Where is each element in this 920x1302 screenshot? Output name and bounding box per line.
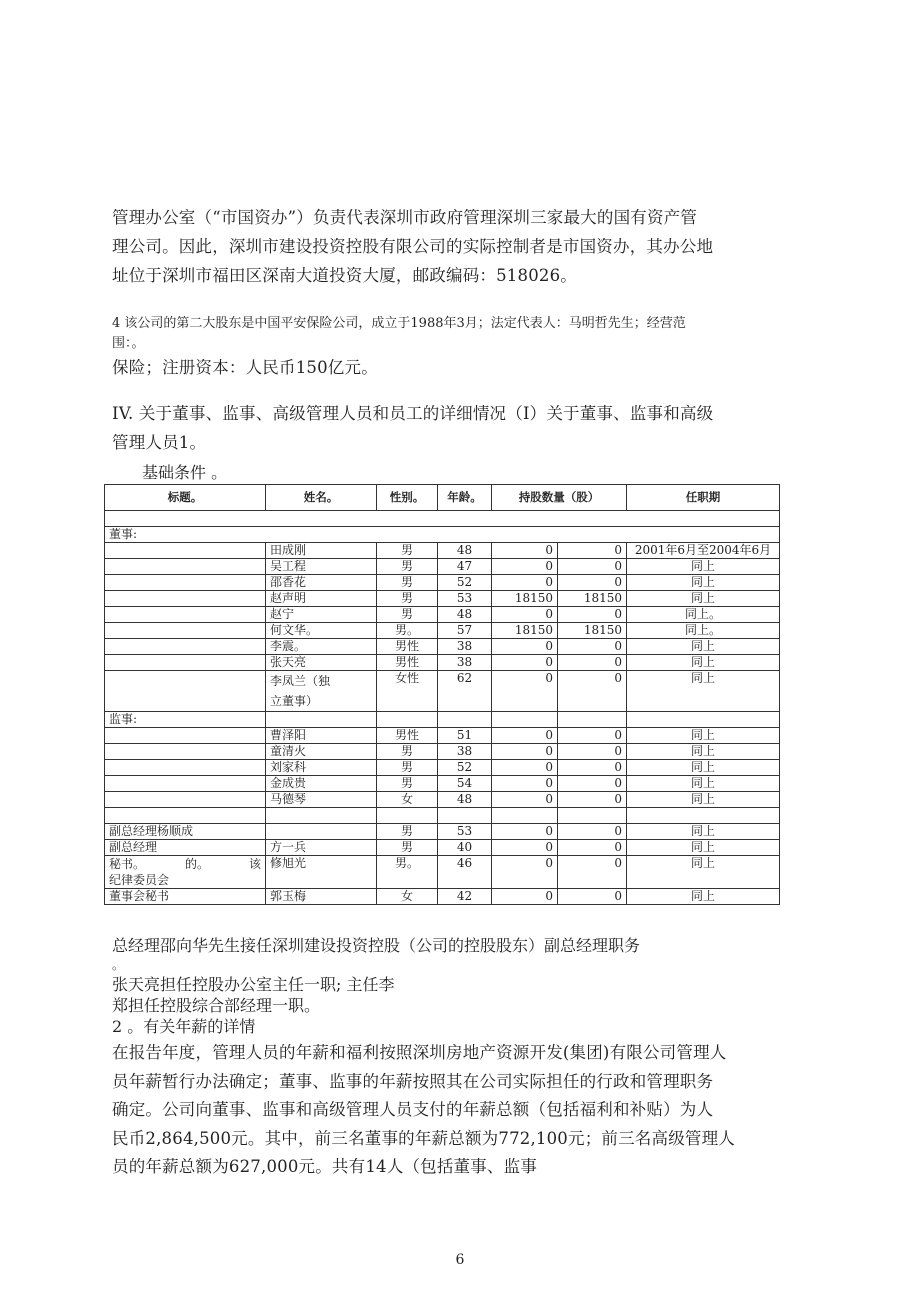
salary-paragraph	[112, 1039, 812, 1182]
cell-title	[105, 728, 266, 744]
cell-empty	[492, 808, 558, 824]
cell-empty	[377, 808, 438, 824]
cell-shares-a: 0	[492, 840, 558, 856]
cell-age: 48	[438, 607, 492, 623]
cell-gender: 男。	[377, 856, 438, 889]
table-row	[105, 671, 780, 712]
text-line: 员年薪暂行办法确定；董事、监事的年薪按照其在公司实际担任的行政和管理职务	[112, 1071, 714, 1091]
cell-name: 吴工程	[266, 559, 377, 575]
cell-term: 2001年6月至2004年6月	[627, 543, 780, 559]
cell-age: 52	[438, 760, 492, 776]
cell-shares-b: 0	[558, 575, 627, 591]
cell-title	[105, 760, 266, 776]
cell-term: 同上	[627, 744, 780, 760]
shareholder-note-cont	[112, 353, 812, 382]
table-row	[105, 607, 780, 623]
text-line: 。	[112, 958, 125, 972]
cell-shares-a: 0	[492, 655, 558, 671]
cell-shares-b: 0	[558, 728, 627, 744]
cell-shares-a: 0	[492, 575, 558, 591]
text-line: 管理办公室（“市国资办”）负责代表深圳市政府管理深圳三家最大的国有资产管	[112, 208, 698, 227]
shareholder-note	[112, 314, 812, 354]
text-line: 保险；注册资本：人民币150亿元。	[112, 358, 378, 377]
cell-shares-a: 0	[492, 639, 558, 655]
table-row	[105, 639, 780, 655]
cell-shares-a: 0	[492, 856, 558, 889]
table-row	[105, 840, 780, 856]
cell-shares-a: 0	[492, 607, 558, 623]
cell-term: 同上	[627, 792, 780, 808]
cell-name: 曹泽阳	[266, 728, 377, 744]
cell-shares-b: 0	[558, 671, 627, 712]
cell-term: 同上	[627, 760, 780, 776]
cell-shares-a: 0	[492, 792, 558, 808]
group-row-supervisors	[105, 712, 780, 728]
col-header-term: 任职期	[627, 485, 780, 511]
cell-shares-a: 0	[492, 776, 558, 792]
table-row	[105, 559, 780, 575]
cell-age: 40	[438, 840, 492, 856]
cell-shares-b: 0	[558, 607, 627, 623]
cell-shares-a: 18150	[492, 623, 558, 639]
cell-name: 郭玉梅	[266, 889, 377, 905]
table-row	[105, 591, 780, 607]
text-line: 张天亮担任控股办公室主任一职; 主任李	[112, 975, 395, 994]
cell-name: 方一兵	[266, 840, 377, 856]
table-caption: 基础条件 。	[142, 463, 228, 482]
cell-age: 51	[438, 728, 492, 744]
cell-name: 刘家科	[266, 760, 377, 776]
cell-shares-a: 0	[492, 559, 558, 575]
col-header-shares: 持股数量（股）	[492, 485, 627, 511]
cell-shares-b: 0	[558, 824, 627, 840]
cell-age: 53	[438, 591, 492, 607]
table-row	[105, 655, 780, 671]
cell-name: 金成贵	[266, 776, 377, 792]
cell-title	[105, 856, 266, 889]
text-line: 在报告年度，管理人员的年薪和福利按照深圳房地产资源开发(集团)有限公司管理人	[112, 1043, 727, 1062]
cell-gender: 男	[377, 559, 438, 575]
cell-shares-a: 0	[492, 543, 558, 559]
name-line: 李凤兰（独	[270, 674, 331, 688]
cell-title	[105, 591, 266, 607]
cell-gender: 男	[377, 744, 438, 760]
cell-term: 同上。	[627, 623, 780, 639]
cell-gender: 男	[377, 760, 438, 776]
col-header-age: 年龄。	[438, 485, 492, 511]
table-row	[105, 856, 780, 889]
text-line: 围：。	[112, 336, 145, 351]
cell-title: 董事会秘书	[105, 889, 266, 905]
cell-name: 赵宁	[266, 607, 377, 623]
cell-gender: 男	[377, 591, 438, 607]
table-row	[105, 744, 780, 760]
cell-name	[266, 824, 377, 840]
cell-shares-b: 0	[558, 543, 627, 559]
cell-gender: 男性	[377, 639, 438, 655]
cell-gender: 男	[377, 776, 438, 792]
cell-shares-b: 0	[558, 744, 627, 760]
cell-term: 同上	[627, 776, 780, 792]
cell-title	[105, 671, 266, 712]
cell-title	[105, 744, 266, 760]
cell-name: 邵香花	[266, 575, 377, 591]
cell-name: 何文华。	[266, 623, 377, 639]
cell-shares-b: 18150	[558, 591, 627, 607]
table-row-blank	[105, 511, 780, 527]
cell-shares-b: 0	[558, 760, 627, 776]
cell-shares-b: 0	[558, 655, 627, 671]
cell-shares-b: 0	[558, 889, 627, 905]
cell-term: 同上	[627, 728, 780, 744]
cell-empty	[438, 712, 492, 728]
cell-gender: 女性	[377, 671, 438, 712]
title-line	[109, 856, 261, 872]
intro-paragraph	[112, 203, 812, 290]
cell-title	[105, 623, 266, 639]
cell-title	[105, 559, 266, 575]
cell-shares-a: 0	[492, 671, 558, 712]
cell-gender: 男性	[377, 728, 438, 744]
text-line: 郑担任控股综合部经理一职。	[112, 996, 321, 1015]
cell-shares-b: 18150	[558, 623, 627, 639]
title-line: 纪律委员会	[109, 873, 170, 887]
cell-shares-a: 0	[492, 744, 558, 760]
cell-gender: 女	[377, 792, 438, 808]
table-header-row	[105, 485, 780, 511]
cell-shares-a: 18150	[492, 591, 558, 607]
cell-name: 童清火	[266, 744, 377, 760]
cell-term: 同上	[627, 639, 780, 655]
cell-empty	[492, 712, 558, 728]
cell-shares-a: 0	[492, 760, 558, 776]
table-row	[105, 792, 780, 808]
text-line: IV. 关于董事、监事、高级管理人员和员工的详细情况（I）关于董事、监事和高级	[112, 404, 714, 423]
text-line: 员的年薪总额为627,000元。共有14人（包括董事、监事	[112, 1157, 538, 1176]
table-row	[105, 543, 780, 559]
cell-gender: 男	[377, 824, 438, 840]
text-line: 址位于深圳市福田区深南大道投资大厦，邮政编码：518026。	[112, 266, 577, 285]
cell-name	[266, 671, 377, 712]
cell-shares-b: 0	[558, 840, 627, 856]
cell-empty	[627, 808, 780, 824]
cell-term: 同上	[627, 889, 780, 905]
cell-term: 同上	[627, 856, 780, 889]
text-line: 2 。有关年薪的详情	[112, 1017, 256, 1036]
cell-title: 副总经理杨顺成	[105, 824, 266, 840]
cell-age: 48	[438, 792, 492, 808]
cell-name: 张天亮	[266, 655, 377, 671]
cell-empty	[266, 712, 377, 728]
table-row	[105, 728, 780, 744]
cell-empty	[105, 808, 266, 824]
page-number: 6	[455, 1252, 465, 1268]
cell-title	[105, 655, 266, 671]
cell-shares-b: 0	[558, 776, 627, 792]
title-part: 的。	[184, 857, 209, 871]
cell-age: 54	[438, 776, 492, 792]
cell-title	[105, 543, 266, 559]
cell-age: 38	[438, 744, 492, 760]
cell-name: 马德琴	[266, 792, 377, 808]
text-line: 理公司。因此，深圳市建设投资控股有限公司的实际控制者是市国资办，其办公地	[112, 237, 714, 256]
personnel-table	[104, 484, 780, 905]
table-row	[105, 760, 780, 776]
cell-age: 46	[438, 856, 492, 889]
cell-shares-a: 0	[492, 728, 558, 744]
cell-gender: 男	[377, 607, 438, 623]
table-row	[105, 776, 780, 792]
cell-name: 赵声明	[266, 591, 377, 607]
cell-gender: 女	[377, 889, 438, 905]
cell-empty	[438, 808, 492, 824]
cell-empty	[266, 808, 377, 824]
text-line: 4 该公司的第二大股东是中国平安保险公司，成立于1988年3月；法定代表人：马明哲先生；经营范	[112, 316, 686, 331]
cell-term: 同上。	[627, 607, 780, 623]
cell-shares-b: 0	[558, 639, 627, 655]
col-header-gender: 性别。	[377, 485, 438, 511]
cell-shares-b: 0	[558, 559, 627, 575]
table-row	[105, 889, 780, 905]
cell-empty	[627, 712, 780, 728]
text-line: 确定。公司向董事、监事和高级管理人员支付的年薪总额（包括福利和补贴）为人	[112, 1100, 714, 1119]
cell-term: 同上	[627, 559, 780, 575]
cell-title: 副总经理	[105, 840, 266, 856]
supervisors-body	[105, 728, 780, 808]
directors-body	[105, 543, 780, 671]
cell-age: 38	[438, 639, 492, 655]
table-row	[105, 575, 780, 591]
section-heading	[112, 399, 812, 457]
cell-shares-a: 0	[492, 889, 558, 905]
cell-name: 修旭光	[266, 856, 377, 889]
cell-title	[105, 639, 266, 655]
group-label-supervisors: 监事:	[105, 712, 266, 728]
cell-gender: 男	[377, 575, 438, 591]
title-part: 该	[248, 857, 261, 871]
title-part: 秘书。	[109, 857, 146, 871]
text-line: 总经理邵向华先生接任深圳建设投资控股（公司的控股股东）副总经理职务	[112, 936, 641, 955]
text-line: 管理人员1。	[112, 433, 207, 452]
cell-age: 57	[438, 623, 492, 639]
cell-gender: 男。	[377, 623, 438, 639]
cell-age: 48	[438, 543, 492, 559]
cell-gender: 男性	[377, 655, 438, 671]
cell-age: 47	[438, 559, 492, 575]
cell-term: 同上	[627, 840, 780, 856]
name-line: 立董事）	[270, 694, 319, 708]
cell-title	[105, 575, 266, 591]
cell-empty	[377, 712, 438, 728]
group-row-directors	[105, 527, 780, 543]
table-row-blank	[105, 808, 780, 824]
cell-age: 38	[438, 655, 492, 671]
cell-age: 52	[438, 575, 492, 591]
cell-term: 同上	[627, 655, 780, 671]
cell-shares-a: 0	[492, 824, 558, 840]
cell-shares-b: 0	[558, 792, 627, 808]
cell-title	[105, 607, 266, 623]
cell-title	[105, 792, 266, 808]
cell-term: 同上	[627, 575, 780, 591]
table-row	[105, 824, 780, 840]
cell-name: 李震。	[266, 639, 377, 655]
table-row	[105, 623, 780, 639]
executives-body	[105, 824, 780, 856]
cell-age: 42	[438, 889, 492, 905]
cell-gender: 男	[377, 840, 438, 856]
cell-term: 同上	[627, 591, 780, 607]
cell-term: 同上	[627, 671, 780, 712]
cell-term: 同上	[627, 824, 780, 840]
group-label-directors: 董事:	[105, 527, 780, 543]
col-header-name: 姓名。	[266, 485, 377, 511]
cell-gender: 男	[377, 543, 438, 559]
cell-name: 田成刚	[266, 543, 377, 559]
notes-block	[112, 935, 812, 1037]
col-header-title: 标题。	[105, 485, 266, 511]
cell-shares-b: 0	[558, 856, 627, 889]
cell-title	[105, 776, 266, 792]
cell-age: 53	[438, 824, 492, 840]
cell-empty	[558, 712, 627, 728]
cell-age: 62	[438, 671, 492, 712]
text-line: 民币2,864,500元。其中，前三名董事的年薪总额为772,100元；前三名高级管理人	[112, 1128, 736, 1148]
cell-empty	[558, 808, 627, 824]
